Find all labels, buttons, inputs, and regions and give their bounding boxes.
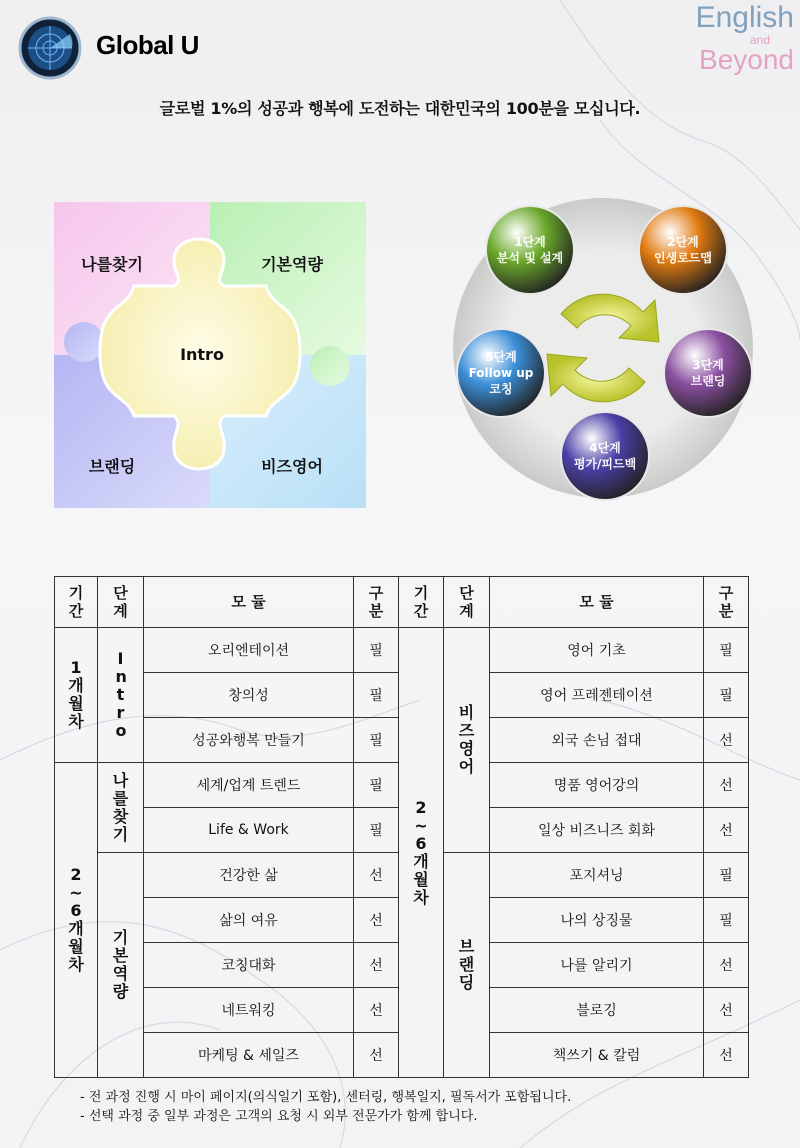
module-cell: Life & Work xyxy=(144,808,354,853)
module-cell: 일상 비즈니즈 회화 xyxy=(490,808,704,853)
cycle-step-3 xyxy=(664,329,752,417)
type-cell: 필 xyxy=(354,718,399,763)
cycle-step-label: 1단계 xyxy=(514,235,546,249)
module-cell: 나의 상징물 xyxy=(490,898,704,943)
cycle-step-sphere xyxy=(486,206,574,294)
header-module-left: 모 듈 xyxy=(144,577,354,628)
table-row xyxy=(55,628,749,673)
footnotes xyxy=(80,1088,571,1126)
puzzle-label-bottom-left: 브랜딩 xyxy=(88,457,136,476)
module-cell: 오리엔테이션 xyxy=(144,628,354,673)
cycle-step-sphere xyxy=(561,412,649,500)
type-cell: 필 xyxy=(354,673,399,718)
cycle-step-label: 인생로드맵 xyxy=(654,251,712,265)
module-cell: 코칭대화 xyxy=(144,943,354,988)
cycle-step-label: 분석 및 설계 xyxy=(496,251,564,265)
puzzle-label-top-right: 기본역량 xyxy=(261,255,323,274)
type-cell: 선 xyxy=(704,808,749,853)
type-cell: 필 xyxy=(354,763,399,808)
module-cell: 포지셔닝 xyxy=(490,853,704,898)
tagline: 글로벌 1%의 성공과 행복에 도전하는 대한민국의 100분을 모십니다. xyxy=(159,99,641,118)
type-cell: 필 xyxy=(354,628,399,673)
type-cell: 선 xyxy=(354,853,399,898)
cycle-step-5 xyxy=(457,329,545,417)
header-stage-left: 단계 xyxy=(98,577,144,628)
type-cell: 필 xyxy=(704,853,749,898)
period-cell-1month: 1개월차 xyxy=(55,628,98,763)
module-cell: 책쓰기 & 칼럼 xyxy=(490,1033,704,1078)
module-cell: 영어 프레젠테이션 xyxy=(490,673,704,718)
type-cell: 필 xyxy=(704,673,749,718)
puzzle-knob-right xyxy=(310,346,350,386)
type-cell: 선 xyxy=(704,943,749,988)
puzzle-label-bottom-right: 비즈영어 xyxy=(261,457,323,476)
module-cell: 네트워킹 xyxy=(144,988,354,1033)
header-period-left: 기간 xyxy=(55,577,98,628)
puzzle-label-top-left: 나를찾기 xyxy=(81,255,143,274)
type-cell: 필 xyxy=(704,628,749,673)
module-cell: 삶의 여유 xyxy=(144,898,354,943)
module-cell: 세계/업계 트렌드 xyxy=(144,763,354,808)
stage-cell-branding: 브랜딩 xyxy=(444,853,490,1078)
type-cell: 선 xyxy=(704,988,749,1033)
period-cell-2-6months-right: 2~6개월차 xyxy=(399,628,444,1078)
stage-cell-biz-english: 비즈영어 xyxy=(444,628,490,853)
cycle-step-label: 5단계 xyxy=(485,350,517,364)
footnote-1: - 전 과정 진행 시 마이 페이지(의식일기 포함), 센터링, 행복일지, 필독서가 포함됩니다. xyxy=(80,1090,572,1105)
type-cell: 선 xyxy=(704,1033,749,1078)
header-module-right: 모 듈 xyxy=(490,577,704,628)
cycle-step-label: 코칭 xyxy=(489,382,513,396)
header-stage-right: 단계 xyxy=(444,577,490,628)
type-cell: 선 xyxy=(354,898,399,943)
type-cell: 필 xyxy=(354,808,399,853)
type-cell: 선 xyxy=(354,943,399,988)
global-u-logo xyxy=(18,16,82,80)
module-cell: 성공와행복 만들기 xyxy=(144,718,354,763)
type-cell: 선 xyxy=(704,763,749,808)
module-cell: 블로깅 xyxy=(490,988,704,1033)
module-cell: 건강한 삶 xyxy=(144,853,354,898)
eab-line2: and xyxy=(749,33,770,47)
cycle-step-sphere xyxy=(664,329,752,417)
cycle-step-label: 3단계 xyxy=(692,358,724,372)
cycle-step-label: 2단계 xyxy=(667,235,699,249)
stage-cell-intro: Intro xyxy=(98,628,144,763)
type-cell: 선 xyxy=(704,718,749,763)
cycle-step-label: Follow up xyxy=(468,366,534,380)
radar-globe-icon xyxy=(18,16,82,80)
type-cell: 선 xyxy=(354,988,399,1033)
puzzle-diagram xyxy=(54,202,366,508)
puzzle-label-center: Intro xyxy=(180,345,224,364)
header-period-right: 기간 xyxy=(399,577,444,628)
header-type-right: 구분 xyxy=(704,577,749,628)
cycle-step-label: 브랜딩 xyxy=(690,374,726,388)
eab-line3: Beyond xyxy=(699,44,794,75)
cycle-step-2 xyxy=(639,206,727,294)
type-cell: 필 xyxy=(704,898,749,943)
cycle-step-1 xyxy=(486,206,574,294)
brand-name: Global U xyxy=(96,30,199,60)
eab-line1: English xyxy=(695,1,794,34)
cycle-step-label: 평가/피드백 xyxy=(573,457,637,471)
module-cell: 명품 영어강의 xyxy=(490,763,704,808)
header-type-left: 구분 xyxy=(354,577,399,628)
stage-cell-find-self: 나를찾기 xyxy=(98,763,144,853)
module-cell: 창의성 xyxy=(144,673,354,718)
puzzle-knob-left xyxy=(64,322,104,362)
curriculum-table xyxy=(54,576,749,1078)
module-cell: 마케팅 & 세일즈 xyxy=(144,1033,354,1078)
cycle-step-sphere xyxy=(639,206,727,294)
cycle-step-4 xyxy=(561,412,649,500)
period-cell-2-6months-left: 2~6개월차 xyxy=(55,763,98,1078)
module-cell: 나를 알리기 xyxy=(490,943,704,988)
cycle-step-label: 4단계 xyxy=(589,441,621,455)
table-header-row xyxy=(55,577,749,628)
module-cell: 외국 손님 접대 xyxy=(490,718,704,763)
type-cell: 선 xyxy=(354,1033,399,1078)
english-and-beyond-logo xyxy=(674,2,794,82)
process-cycle-diagram xyxy=(425,198,780,518)
stage-cell-basic-skills: 기본역량 xyxy=(98,853,144,1078)
module-cell: 영어 기초 xyxy=(490,628,704,673)
footnote-2: - 선택 과정 중 일부 과정은 고객의 요청 시 외부 전문가가 함께 합니다. xyxy=(80,1109,478,1124)
